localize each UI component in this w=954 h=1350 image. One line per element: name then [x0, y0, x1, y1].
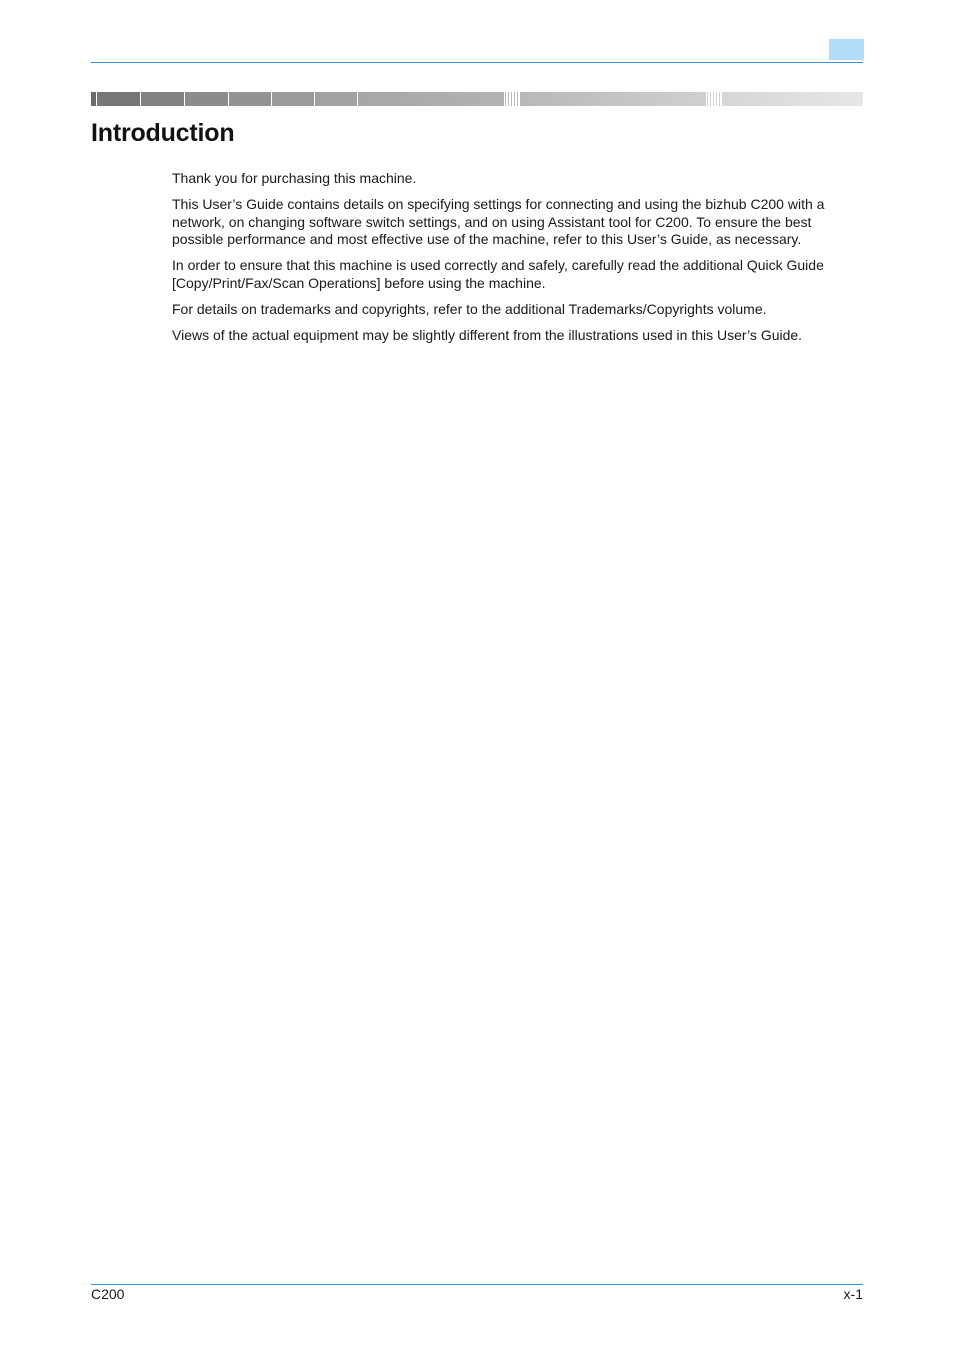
- footer-page-number: x-1: [843, 1286, 863, 1302]
- band-segment: [185, 92, 229, 106]
- paragraph: Thank you for purchasing this machine.: [172, 170, 417, 186]
- header-rule: [91, 62, 863, 63]
- band-segment: [722, 92, 863, 106]
- band-segment: [315, 92, 358, 106]
- band-segment: [358, 92, 505, 106]
- footer-rule: [91, 1284, 863, 1285]
- paragraph: For details on trademarks and copyrights, refer to the additional Trademarks/Copyrights volume.: [172, 300, 767, 317]
- decorative-title-band: [91, 92, 863, 106]
- paragraph: Views of the actual equipment may be slightly different from the illustrations used in this User’s Guide.: [172, 326, 803, 343]
- paragraph: In order to ensure that this machine is used correctly and safely, carefully read the additional Quick Guide [Copy/Print/Fax/Scan Operations] before using the machine.: [172, 257, 824, 291]
- band-segment: [97, 92, 141, 106]
- band-ticks: [505, 92, 520, 106]
- band-segment: [520, 92, 707, 106]
- introduction-body: [172, 170, 857, 353]
- band-segment: [229, 92, 272, 106]
- band-ticks: [707, 92, 722, 106]
- paragraph: This User’s Guide contains details on specifying settings for connecting and using the bizhub C200 with a network, on changing software switch settings, and on using Assistant tool for C200. To ensure the best possible performance and most effective use of the machine, refer to this User’s Guide, as necessary.: [172, 196, 825, 247]
- chapter-tab: [829, 39, 864, 60]
- band-segment: [272, 92, 315, 106]
- band-segment: [141, 92, 185, 106]
- page-title: Introduction: [91, 119, 235, 147]
- footer-model: C200: [91, 1286, 125, 1302]
